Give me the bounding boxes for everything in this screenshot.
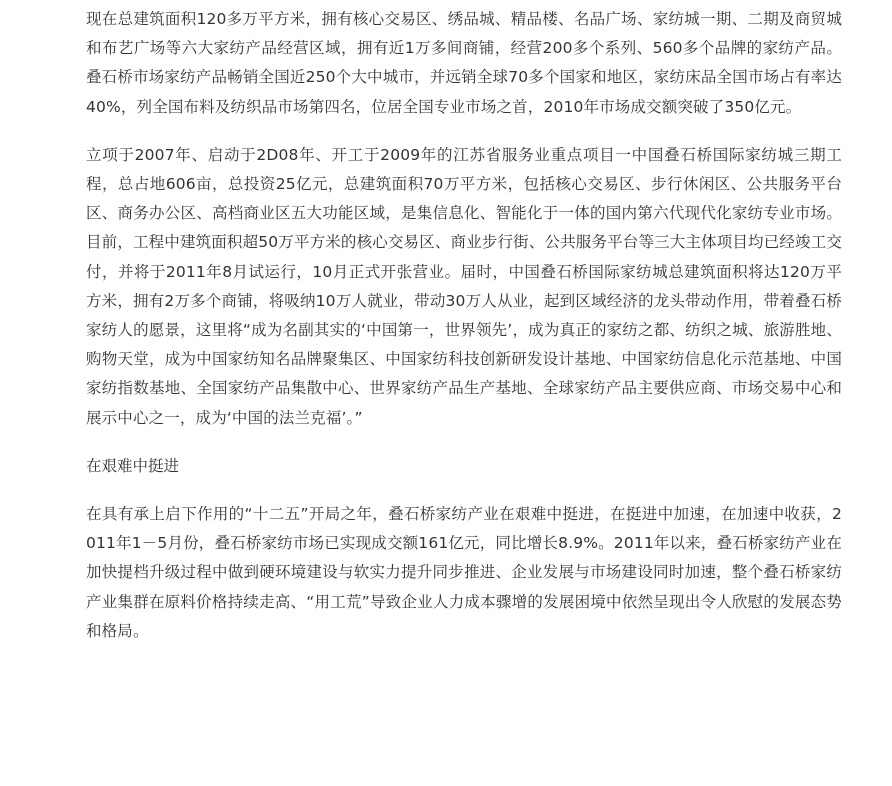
paragraph-market-overview: 现在总建筑面积120多万平方米，拥有核心交易区、绣品城、精品楼、名品广场、家纺城一期、二期及商贸城和布艺广场等六大家纺产品经营区域，拥有近1万多间商铺，经营200多个系列、560多个品牌的家纺产品。叠石桥市场家纺产品畅销全国近250个大中城市，并远销全球70多个国家和地区，家纺床品全国市场占有率达40%，列全国布料及纺织品市场第四名，位居全国专业市场之首，2010年市场成交额突破了350亿元。	[86, 10, 842, 116]
paragraph-phase-three-project: 立项于2007年、启动于2D08年、开工于2009年的江苏省服务业重点项目一中国叠石桥国际家纺城三期工程，总占地606亩，总投资25亿元，总建筑面积70万平方米，包括核心交易区、步行休闲区、公共服务平台区、商务办公区、高档商业区五大功能区域，是集信息化、智能化于一体的国内第六代现代化家纺专业市场。目前，工程中建筑面积超50万平方米的核心交易区、商业步行街、公共服务平台等三大主体项目均已经竣工交付，并将于2011年8月试运行，10月正式开张营业。届时，中国叠石桥国际家纺城总建筑面积将达120万平方米，拥有2万多个商铺，将吸纳10万人就业，带动30万人从业，起到区域经济的龙头带动作用，带着叠石桥家纺人的愿景，这里将“成为名副其实的‘中国第一，世界领先’，成为真正的家纺之都、纺织之城、旅游胜地、购物天堂，成为中国家纺知名品牌聚集区、中国家纺科技创新研发设计基地、中国家纺信息化示范基地、中国家纺指数基地、全国家纺产品集散中心、世界家纺产品生产基地、全球家纺产品主要供应商、市场交易中心和展示中心之一，成为‘中国的法兰克福’。”	[86, 145, 842, 427]
paragraph-growth-2011: 在具有承上启下作用的“十二五”开局之年，叠石桥家纺产业在艰难中挺进，在挺进中加速，在加速中收获，2011年1－5月份，叠石桥家纺市场已实现成交额161亿元，同比增长8.9%。2011年以来，叠石桥家纺产业在加快提档升级过程中做到硬环境建设与软实力提升同步推进、企业发展与市场建设同时加速，整个叠石桥家纺产业集群在原料价格持续走高、“用工荒”导致企业人力成本骤增的发展困境中依然呈现出令人欣慰的发展态势和格局。	[86, 505, 842, 640]
section-subheading: 在艰难中挺进	[86, 456, 180, 475]
article-body	[86, 5, 842, 646]
